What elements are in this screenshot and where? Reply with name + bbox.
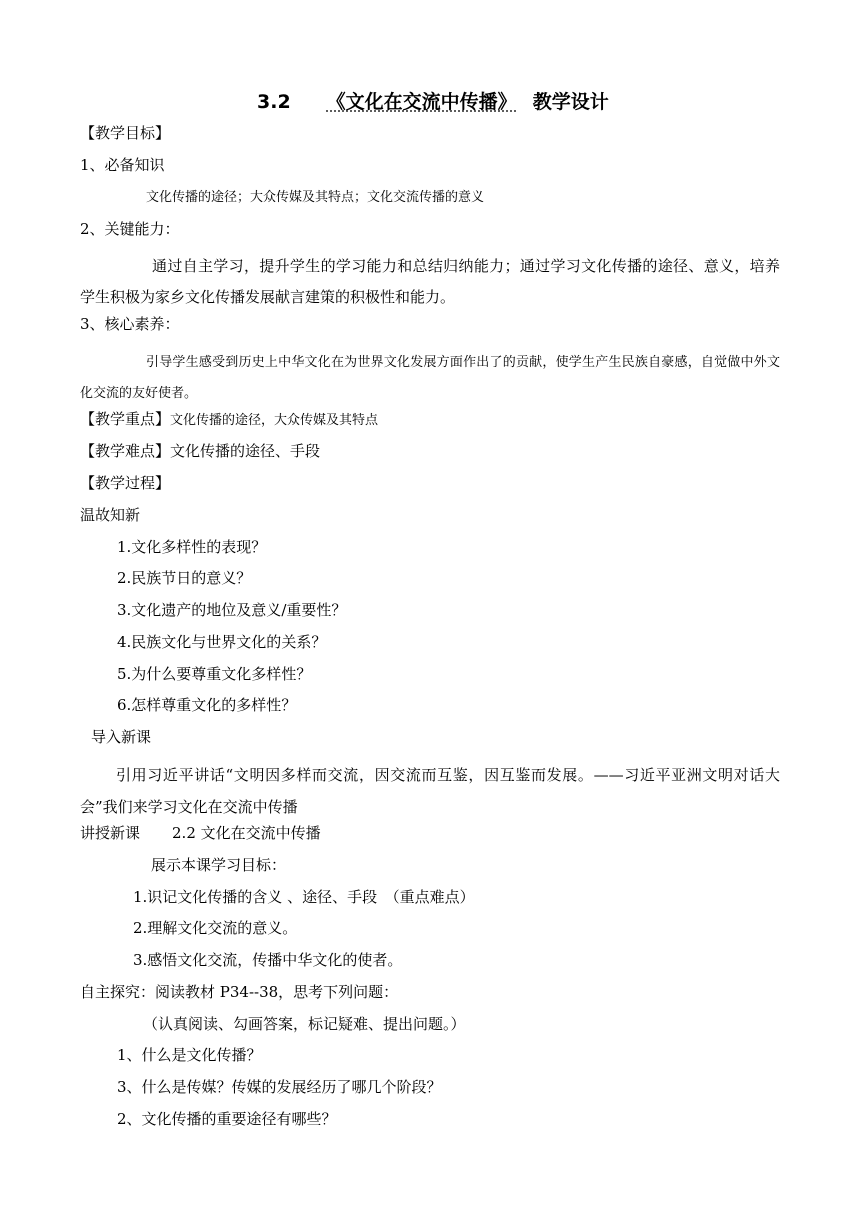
title-name: 《文化在交流中传播》 — [326, 91, 517, 113]
goal-item: 1.识记文化传播的含义 、途径、手段 （重点难点） — [133, 888, 475, 906]
review-item: 1.文化多样性的表现？ — [117, 538, 267, 556]
intro-heading: 导入新课 — [91, 728, 152, 746]
review-item: 4.民族文化与世界文化的关系？ — [117, 633, 327, 651]
keypoint-line — [80, 409, 378, 431]
goal-item: 2.理解文化交流的意义。 — [133, 919, 298, 937]
document-title — [257, 90, 609, 114]
title-number: 3.2 — [257, 91, 291, 113]
keypoint-text: 文化传播的途径，大众传媒及其特点 — [170, 413, 379, 428]
keypoint-label: 【教学重点】 — [80, 410, 171, 428]
title-suffix: 教学设计 — [532, 91, 609, 113]
review-heading: 温故知新 — [80, 506, 141, 524]
review-item: 2.民族节日的意义？ — [117, 569, 252, 587]
ability-heading: 2、关键能力： — [80, 220, 180, 238]
literacy-heading: 3、核心素养： — [80, 315, 180, 333]
lesson-title: 2.2 文化在交流中传播 — [172, 824, 321, 842]
literacy-text: 引导学生感受到历史上中华文化在为世界文化发展方面作出了的贡献，使学生产生民族自豪感，自觉做中外文化交流的友好使者。 — [80, 355, 780, 401]
knowledge-heading: 1、必备知识 — [80, 156, 165, 174]
difficulty-label: 【教学难点】 — [80, 442, 171, 460]
explore-heading: 自主探究：阅读教材 P34--38，思考下列问题： — [80, 983, 399, 1001]
review-item: 6.怎样尊重文化的多样性？ — [117, 696, 297, 714]
explore-note: （认真阅读、勾画答案，标记疑难、提出问题。） — [143, 1015, 466, 1033]
goal-item: 3.感悟文化交流，传播中华文化的使者。 — [133, 951, 403, 969]
lesson-line — [80, 823, 321, 843]
review-item: 5.为什么要尊重文化多样性？ — [117, 665, 312, 683]
ability-text: 通过自主学习，提升学生的学习能力和总结归纳能力；通过学习文化传播的途径、意义，培养学生积极为家乡文化传播发展献言建策的积极性和能力。 — [80, 257, 780, 306]
difficulty-text: 文化传播的途径、手段 — [170, 442, 321, 460]
question-item: 3、什么是传媒？传媒的发展经历了哪几个阶段？ — [117, 1078, 442, 1096]
knowledge-text: 文化传播的途径；大众传媒及其特点；文化交流传播的意义 — [146, 190, 485, 205]
difficulty-line — [80, 441, 320, 461]
question-item: 2、文化传播的重要途径有哪些？ — [117, 1110, 337, 1128]
objectives-heading: 【教学目标】 — [80, 124, 171, 142]
lesson-heading: 讲授新课 — [80, 824, 141, 842]
goals-heading: 展示本课学习目标： — [151, 856, 287, 874]
question-item: 1、什么是文化传播？ — [117, 1046, 262, 1064]
intro-text: 引用习近平讲话“文明因多样而交流，因交流而互鉴，因互鉴而发展。——习近平亚洲文明对话大会”我们来学习文化在交流中传播 — [80, 766, 780, 816]
review-item: 3.文化遗产的地位及意义/重要性？ — [117, 601, 347, 619]
process-heading: 【教学过程】 — [80, 474, 171, 492]
